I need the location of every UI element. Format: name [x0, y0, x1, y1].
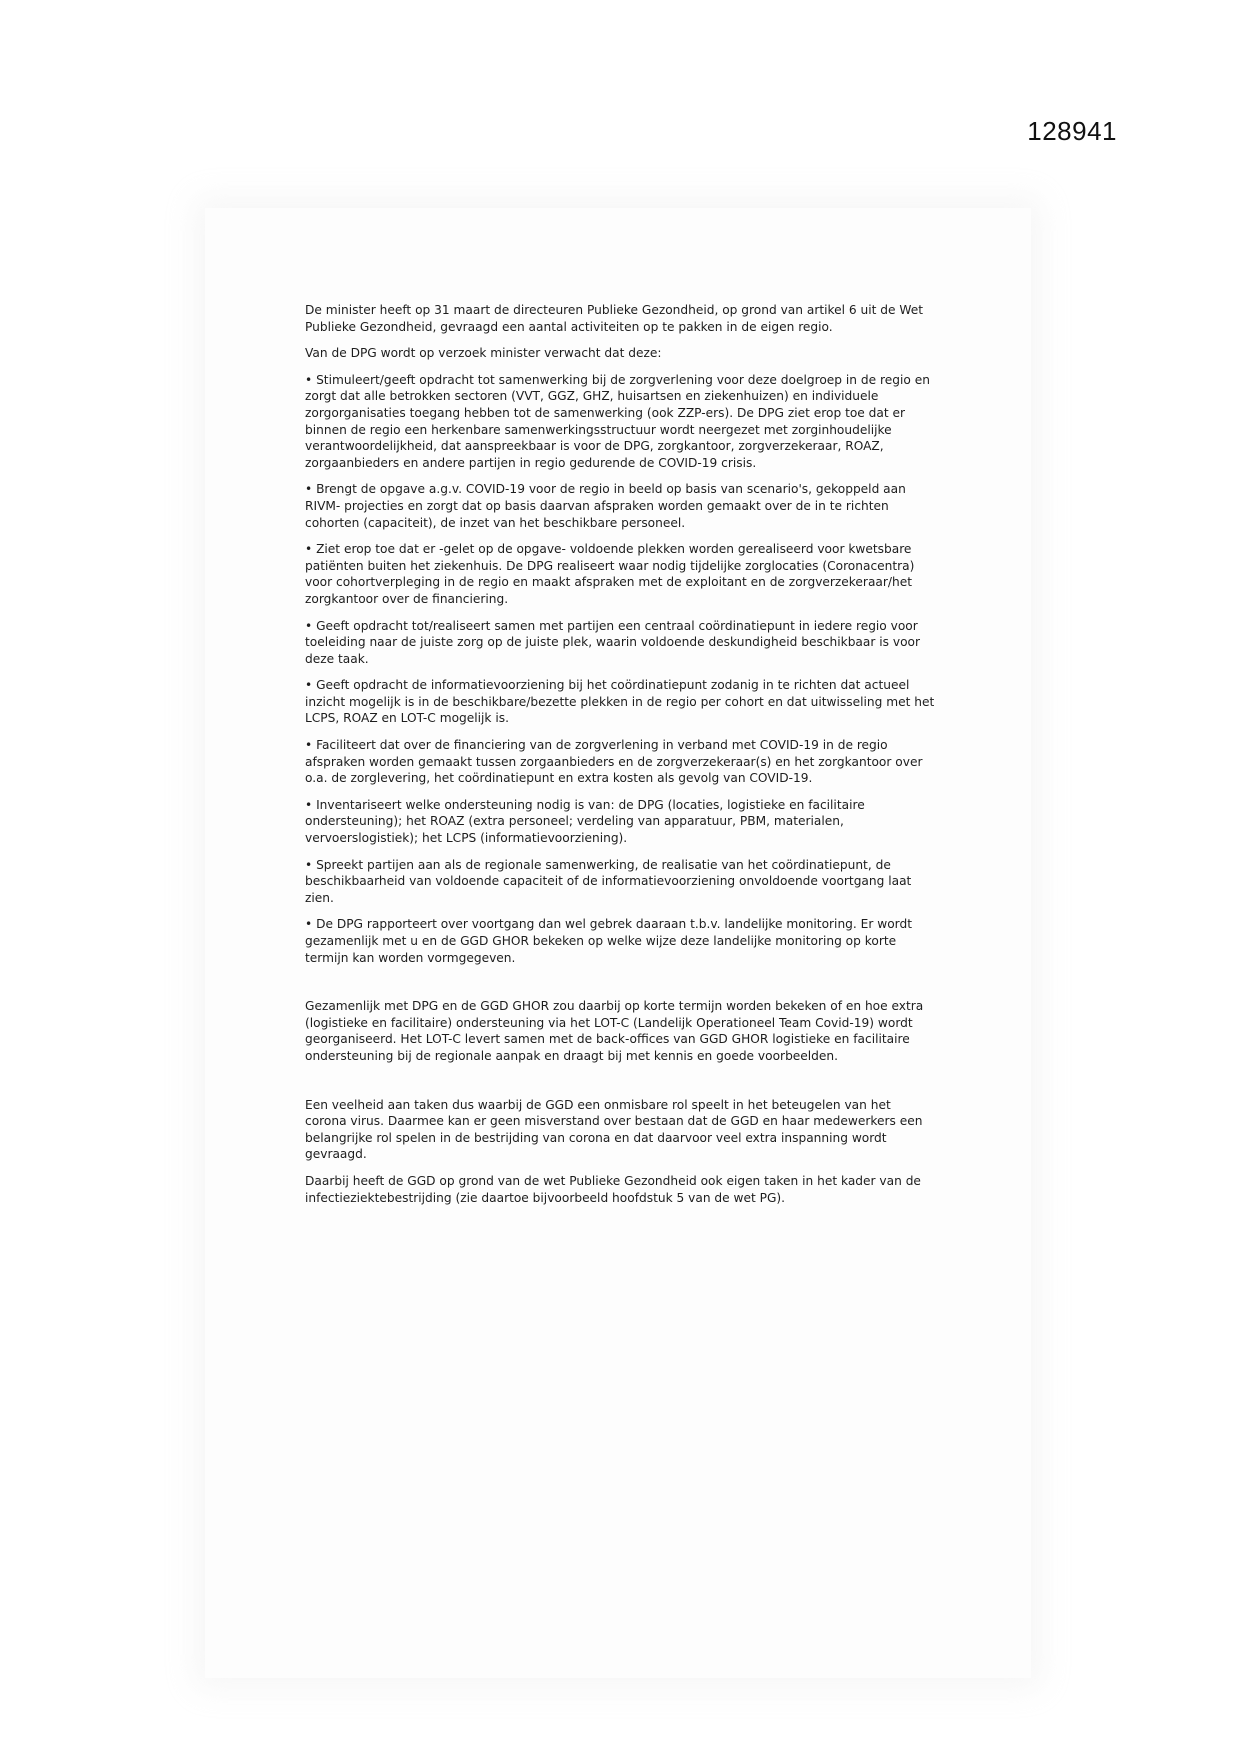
bullet-item: • Geeft opdracht tot/realiseert samen met partijen een centraal coördinatiepunt in iedere regio voor toeleiding naar de juiste zorg op de juiste plek, waarin voldoende deskundigheid beschikbaar is voor deze taak.: [305, 618, 920, 666]
intro-paragraph: De minister heeft op 31 maart de directeuren Publieke Gezondheid, op grond van artikel 6 uit de Wet Publieke Gezondheid, gevraagd een aantal activiteiten op te pakken in de eigen regio.: [305, 303, 923, 334]
ggd-role-paragraph: Een veelheid aan taken dus waarbij de GGD een onmisbare rol speelt in het beteugelen van het corona virus. Daarmee kan er geen misverstand over bestaan dat de GGD en haar medewerkers een belangrijke rol spelen in de bestrijding van corona en dat daarvoor veel extra inspanning wordt gevraagd.: [305, 1097, 923, 1162]
bullet-item: • Spreekt partijen aan als de regionale samenwerking, de realisatie van het coördinatiepunt, de beschikbaarheid van voldoende capaciteit of de informatievoorziening onvoldoende voortgang laat zien.: [305, 857, 912, 905]
bullet-item: • Stimuleert/geeft opdracht tot samenwerking bij de zorgverlening voor deze doelgroep in de regio en zorgt dat alle betrokken sectoren (VVT, GGZ, GHZ, huisartsen en ziekenhuizen) en individuele zorgorganisaties toegang hebben tot de samenwerking (ook ZZP-ers). De DPG ziet erop toe dat er binnen de regio een herkenbare samenwerkingsstructuur wordt neergezet met zorginhoudelijke verantwoordelijkheid, dat aanspreekbaar is voor de DPG, zorgkantoor, zorgverzekeraar, ROAZ, zorgaanbieders en andere partijen in regio gedurende de COVID-19 crisis.: [305, 372, 930, 470]
bullet-item: • Geeft opdracht de informatievoorziening bij het coördinatiepunt zodanig in te richten dat actueel inzicht mogelijk is in de beschikbare/bezette plekken in de regio per cohort en dat uitwisseling met het LCPS, ROAZ en LOT-C mogelijk is.: [305, 678, 935, 726]
document-number: 128941: [1027, 116, 1117, 146]
expectation-intro: Van de DPG wordt op verzoek minister verwacht dat deze:: [305, 346, 662, 361]
bullet-item: • De DPG rapporteert over voortgang dan wel gebrek daaraan t.b.v. landelijke monitoring. Er wordt gezamenlijk met u en de GGD GHOR bekeken op welke wijze deze landelijke monitoring op korte termijn kan worden vormgegeven.: [305, 917, 912, 965]
bullet-item: • Inventariseert welke ondersteuning nodig is van: de DPG (locaties, logistieke en facilitaire ondersteuning); het ROAZ (extra personeel; verdeling van apparatuur, PBM, materialen, vervoerslogistiek); het LCPS (informatievoorziening).: [305, 797, 865, 846]
bullet-item: • Ziet erop toe dat er -gelet op de opgave- voldoende plekken worden gerealiseerd voor kwetsbare patiënten buiten het ziekenhuis. De DPG realiseert waar nodig tijdelijke zorglocaties (Coronacentra) voor cohortverpleging in de regio en maakt afspraken met de exploitant en de zorgverzekeraar/het zorgkantoor over de financiering.: [305, 542, 915, 606]
letter-body: [305, 302, 935, 1216]
closing-paragraph: Daarbij heeft de GGD op grond van de wet Publieke Gezondheid ook eigen taken in het kader van de infectieziektebestrijding (zie daartoe bijvoorbeeld hoofdstuk 5 van de wet PG).: [305, 1173, 921, 1205]
bullet-item: • Faciliteert dat over de financiering van de zorgverlening in verband met COVID-19 in de regio afspraken worden gemaakt tussen zorgaanbieders en de zorgverzekeraar(s) en het zorgkantoor over o.a. de zorglevering, het coördinatiepunt en extra kosten als gevolg van COVID-19.: [305, 738, 923, 786]
lot-c-paragraph: Gezamenlijk met DPG en de GGD GHOR zou daarbij op korte termijn worden bekeken of en hoe extra (logistieke en facilitaire) ondersteuning via het LOT-C (Landelijk Operationeel Team Covid-19) wordt georganiseerd. Het LOT-C levert samen met de back-offices van GGD GHOR logistieke en facilitaire ondersteuning bij de regionale aanpak en draagt bij met kennis en goede voorbeelden.: [305, 999, 924, 1063]
bullet-item: • Brengt de opgave a.g.v. COVID-19 voor de regio in beeld op basis van scenario's, gekoppeld aan RIVM- projecties en zorgt dat op basis daarvan afspraken worden gemaakt over de in te richten cohorten (capaciteit), de inzet van het beschikbare personeel.: [305, 482, 906, 530]
